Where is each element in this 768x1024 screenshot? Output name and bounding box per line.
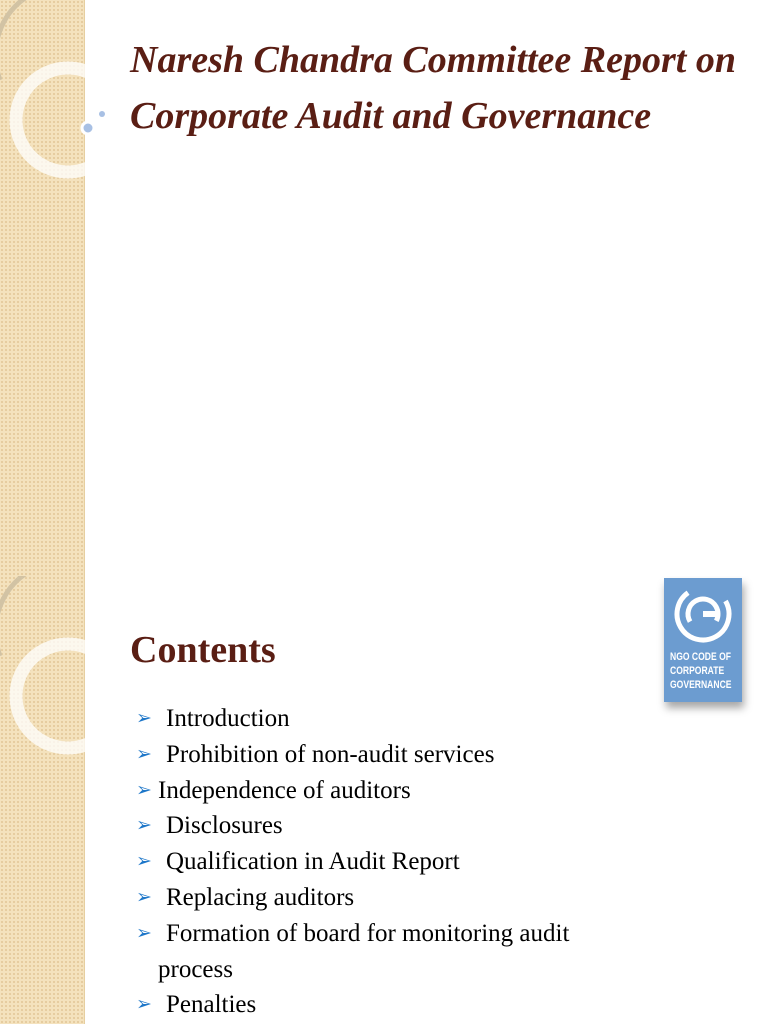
slide-title: Naresh Chandra Committee Report on Corporate Audit and Governance (130, 39, 736, 137)
ngo-governance-logo (664, 578, 742, 702)
circle-ornament-icon (0, 0, 120, 576)
list-item: ➢ Independence of auditors (130, 773, 690, 809)
arrow-bullet-icon: ➢ (136, 779, 152, 801)
contents-list (130, 701, 690, 1023)
list-item: ➢ Formation of board for monitoring audit process (130, 916, 690, 988)
list-item: ➢ Penalties (130, 987, 690, 1023)
decorative-sidebar (0, 576, 85, 1024)
circle-ornament-icon (0, 576, 120, 1024)
list-item: ➢ Disclosures (130, 808, 690, 844)
arrow-bullet-icon: ➢ (136, 743, 152, 765)
arrow-bullet-icon: ➢ (136, 815, 152, 837)
contents-slide (0, 576, 768, 1024)
arrow-bullet-icon: ➢ (136, 922, 152, 944)
list-item: ➢ Replacing auditors (130, 880, 690, 916)
list-item: ➢ Qualification in Audit Report (130, 844, 690, 880)
decorative-sidebar (0, 0, 85, 576)
arrow-bullet-icon: ➢ (136, 886, 152, 908)
arrow-bullet-icon: ➢ (136, 851, 152, 873)
contents-heading: Contents (130, 629, 276, 671)
list-item: ➢ Prohibition of non-audit services (130, 737, 690, 773)
arrow-bullet-icon: ➢ (136, 994, 152, 1016)
list-item: ➢ Introduction (130, 701, 690, 737)
governance-swirl-icon (670, 584, 736, 644)
logo-text: NGO CODE OF CORPORATE GOVERNANCE (670, 651, 732, 691)
arrow-bullet-icon: ➢ (136, 708, 152, 729)
